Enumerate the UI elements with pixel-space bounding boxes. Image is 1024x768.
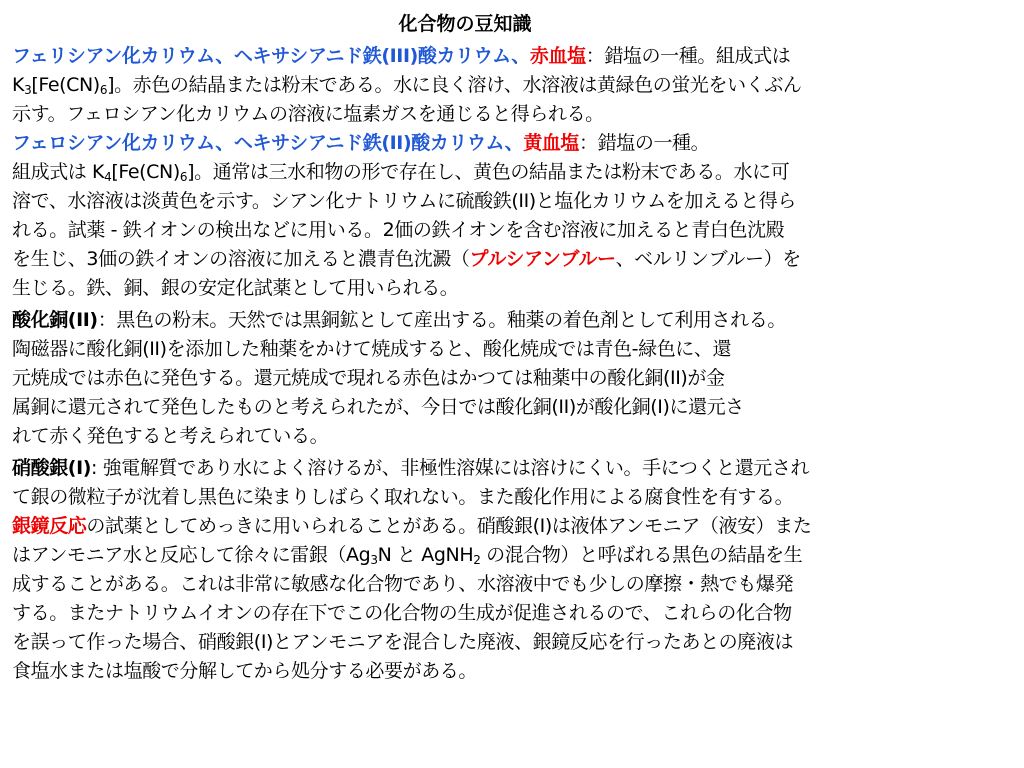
ferro-line-5 (12, 245, 1012, 274)
page-title: 化合物の豆知識 (398, 13, 532, 35)
agno3-line-1 (12, 454, 1012, 483)
ferro-text: 組成式は K (12, 161, 105, 183)
ferri-line-3: 示す。フェロシアン化カリウムの溶液に塩素ガスを通じると得られる。 (12, 103, 604, 125)
ferri-line-2 (12, 71, 1012, 100)
agno3-text: : 強電解質であり水によく溶けるが、非極性溶媒には溶けにくい。手につくと還元され (91, 457, 810, 479)
ferri-text: ]。赤色の結晶または粉末である。水に良く溶け、水溶液は黄緑色の蛍光をいくぶん (107, 74, 802, 96)
cuo-name: 酸化銅(II) (12, 309, 98, 331)
agno3-line-4 (12, 541, 1012, 570)
ferro-line-6: 生じる。鉄、銅、銀の安定化試薬として用いられる。 (12, 277, 459, 299)
agno3-line-5: 成することがある。これは非常に敏感な化合物であり、水溶液中でも少しの摩擦・熱でも爆発 (12, 573, 794, 595)
agno3-formula-sub: 3 (370, 553, 378, 567)
ferri-formula-fecn: [Fe(CN) (31, 74, 100, 96)
ferro-line-3: 溶で、水溶液は淡黄色を示す。シアン化ナトリウムに硫酸鉄(II)と塩化カリウムを加えると得ら (12, 190, 796, 212)
agno3-text: の試薬としてめっきに用いられることがある。硝酸銀(I)は液体アンモニア（液安）また (86, 515, 812, 537)
ferro-formula-fecn: [Fe(CN) (111, 161, 180, 183)
section-silver-nitrate (12, 454, 1012, 686)
ferro-text: 、ベルリンブルー）を (615, 248, 801, 270)
ferro-formula-sub: 6 (179, 170, 188, 184)
cuo-line-2: 陶磁器に酸化銅(II)を添加した釉薬をかけて焼成すると、酸化焼成では青色-緑色に、還 (12, 338, 732, 360)
ferri-name: フェリシアン化カリウム、ヘキサシアニド鉄(III)酸カリウム、 (12, 45, 530, 67)
ferro-common-name: 黄血塩 (523, 132, 580, 154)
cuo-line-4: 属銅に還元されて発色したものと考えられたが、今日では酸化銅(II)が酸化銅(I)に還元さ (12, 396, 744, 418)
cuo-line-5: れて赤く発色すると考えられている。 (12, 425, 329, 447)
slide-body (12, 42, 1012, 686)
ferri-formula-k: K (12, 74, 25, 96)
ferro-desc: ：錯塩の一種。 (579, 132, 710, 154)
agno3-line-3 (12, 512, 1012, 541)
agno3-line-7: を誤って作った場合、硝酸銀(I)とアンモニアを混合した廃液、銀鏡反応を行ったあとの廃液は (12, 631, 794, 653)
section-ferricyanide (12, 42, 1012, 129)
cuo-text: ：黒色の粉末。天然では黒銅鉱として産出する。釉薬の着色剤として利用される。 (97, 309, 786, 331)
ferri-line-1 (12, 42, 1012, 71)
agno3-line-8: 食塩水または塩酸で分解してから処分する必要がある。 (12, 660, 478, 682)
ferri-formula-sub: 6 (99, 83, 108, 97)
agno3-formula-sub: 2 (473, 553, 481, 567)
agno3-line-6: する。またナトリウムイオンの存在下でこの化合物の生成が促進されるので、これらの化合物 (12, 602, 792, 624)
cuo-line-1 (12, 306, 1012, 335)
ferro-formula-sub: 4 (104, 170, 112, 184)
agno3-line-2: て銀の微粒子が沈着し黒色に染まりしばらく取れない。また酸化作用による腐食性を有する。 (12, 486, 794, 508)
section-copper-oxide (12, 306, 1012, 451)
section-ferrocyanide (12, 129, 1012, 303)
cuo-line-3: 元焼成では赤色に発色する。還元焼成で現れる赤色はかつては釉薬中の酸化銅(II)が金 (12, 367, 725, 389)
ferri-common-name: 赤血塩 (529, 45, 586, 67)
ferri-desc: ：錯塩の一種。組成式は (585, 45, 791, 67)
ferro-text: を生じ、3価の鉄イオンの溶液に加えると濃青色沈澱（ (12, 248, 470, 270)
ferro-text: ]。通常は三水和物の形で存在し、黄色の結晶または粉末である。水に可 (187, 161, 790, 183)
ferro-line-4: れる。試薬 - 鉄イオンの検出などに用いる。2価の鉄イオンを含む溶液に加えると青白色沈殿 (12, 219, 785, 241)
ferro-line-1 (12, 129, 1012, 158)
agno3-name: 硝酸銀(I) (12, 457, 92, 479)
agno3-text: はアンモニア水と反応して徐々に雷銀（Ag (12, 544, 371, 566)
ferro-name: フェロシアン化カリウム、ヘキサシアニド鉄(II)酸カリウム、 (12, 132, 524, 154)
agno3-text: N と AgNH (377, 544, 474, 566)
ferro-line-2 (12, 158, 1012, 187)
ferri-formula-sub: 3 (24, 83, 32, 97)
silver-mirror-reaction-label: 銀鏡反応 (12, 515, 87, 537)
prussian-blue-label: プルシアンブルー (469, 248, 616, 270)
agno3-text: の混合物）と呼ばれる黒色の結晶を生 (480, 544, 803, 566)
